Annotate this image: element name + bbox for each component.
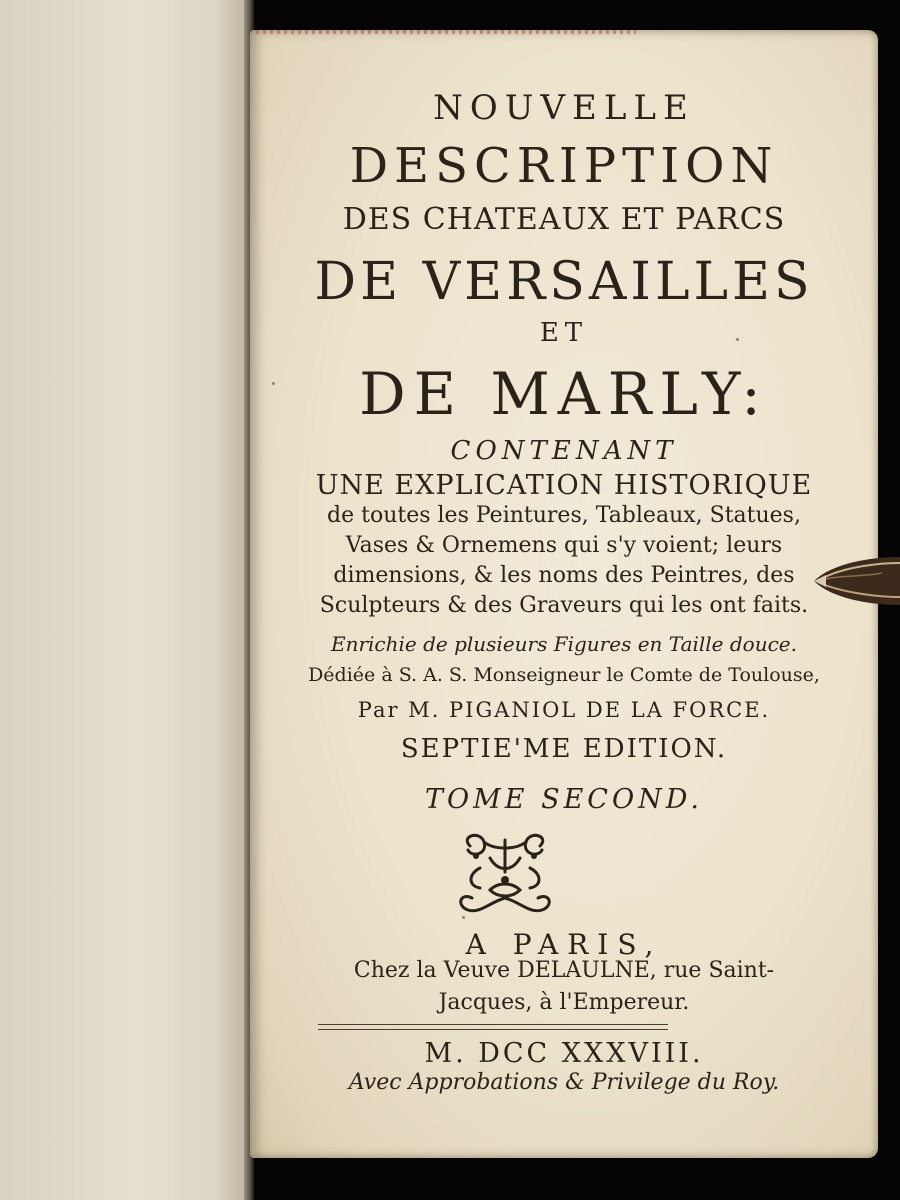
imprint-address: Jacques, à l'Empereur. [438, 990, 690, 1015]
title-line-description: DESCRIPTION [349, 138, 779, 194]
description-line-3: dimensions, & les noms des Peintres, des [333, 563, 795, 588]
title-line-et: ET [539, 318, 589, 348]
double-rule [318, 1024, 668, 1030]
title-line-versailles: DE VERSAILLES [314, 252, 814, 312]
title-line-marly: DE MARLY: [359, 360, 769, 428]
title-line-chateaux: DES CHATEAUX ET PARCS [342, 202, 786, 237]
bookmark-ribbon [812, 553, 900, 609]
title-line-nouvelle: NOUVELLE [433, 88, 695, 128]
dedication: Dédiée à S. A. S. Monseigneur le Comte de Toulouse, [308, 664, 820, 686]
subtitle-contenant: CONTENANT [450, 436, 678, 466]
volume: TOME SECOND. [425, 784, 703, 815]
description-line-2: Vases & Ornemens qui s'y voient; leurs [345, 533, 783, 558]
imprint-publisher: Chez la Veuve DELAULNE, rue Saint- [353, 958, 775, 983]
subtitle-explication: UNE EXPLICATION HISTORIQUE [315, 470, 813, 501]
edition: SEPTIE'ME EDITION. [400, 734, 728, 764]
description-line-1: de toutes les Peintures, Tableaux, Statues, [327, 503, 801, 528]
privilege-note: Avec Approbations & Privilege du Roy. [348, 1070, 780, 1095]
author: Par M. PIGANIOL DE LA FORCE. [357, 698, 771, 722]
fleuron-ornament [450, 828, 560, 920]
description-line-4: Sculpteurs & des Graveurs qui les ont faits. [319, 593, 809, 618]
imprint-city: A PARIS, [465, 928, 663, 961]
figures-note: Enrichie de plusieurs Figures en Taille douce. [330, 632, 797, 656]
binding-thread [256, 30, 636, 34]
imprint-date: M. DCC XXXVIII. [424, 1038, 704, 1069]
left-page [0, 0, 252, 1200]
